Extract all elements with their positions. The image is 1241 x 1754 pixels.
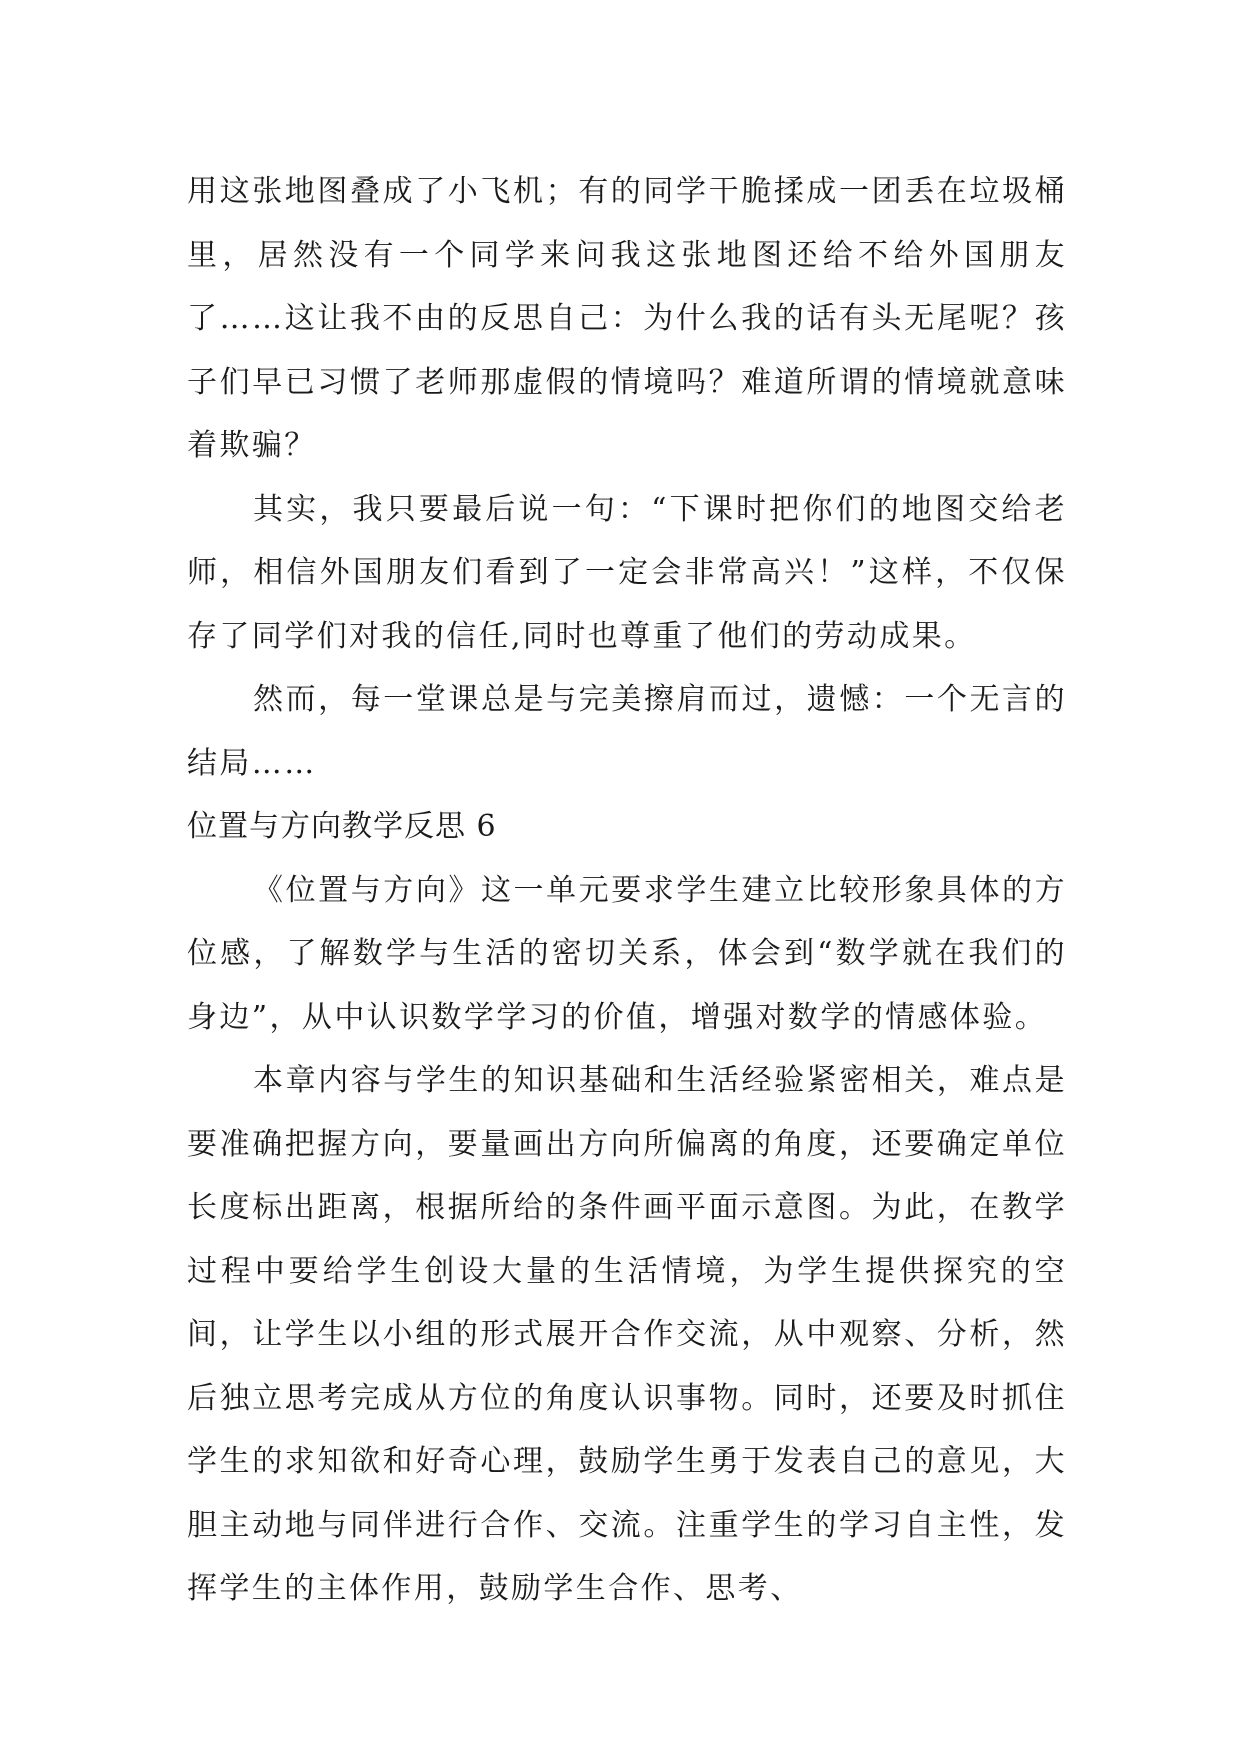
paragraph-reflection: 其实，我只要最后说一句：“下课时把你们的地图交给老师，相信外国朋友们看到了一定会非常高兴！”这样，不仅保存了同学们对我的信任,同时也尊重了他们的劳动成果。 — [187, 491, 1067, 654]
section-heading: 位置与方向教学反思 6 — [187, 809, 497, 844]
paragraph-chapter-content: 本章内容与学生的知识基础和生活经验紧密相关，难点是要准确把握方向，要量画出方向所偏离的角度，还要确定单位长度标出距离，根据所给的条件画平面示意图。为此，在教学过程中要给学生创设大量的生活情境，为学生提供探究的空间，让学生以小组的形式展开合作交流，从中观察、分析，然后独立思考完成从方位的角度认识事物。同时，还要及时抓住学生的求知欲和好奇心理，鼓励学生勇于发表自己的意见，大胆主动地与同伴进行合作、交流。注重学生的学习自主性，发挥学生的主体作用，鼓励学生合作、思考、 — [187, 1063, 1067, 1606]
paragraph-continuation: 用这张地图叠成了小飞机；有的同学干脆揉成一团丢在垃圾桶里，居然没有一个同学来问我这张地图还给不给外国朋友了……这让我不由的反思自己：为什么我的话有头无尾呢？孩子们早已习惯了老师那虚假的情境吗？难道所谓的情境就意味着欺骗？ — [187, 174, 1067, 463]
paragraph-unit-goals: 《位置与方向》这一单元要求学生建立比较形象具体的方位感，了解数学与生活的密切关系，体会到“数学就在我们的身边”，从中认识数学学习的价值，增强对数学的情感体验。 — [187, 872, 1067, 1035]
document-page — [187, 160, 1067, 1621]
paragraph-regret: 然而，每一堂课总是与完美擦肩而过，遗憾：一个无言的结局…… — [187, 682, 1067, 781]
